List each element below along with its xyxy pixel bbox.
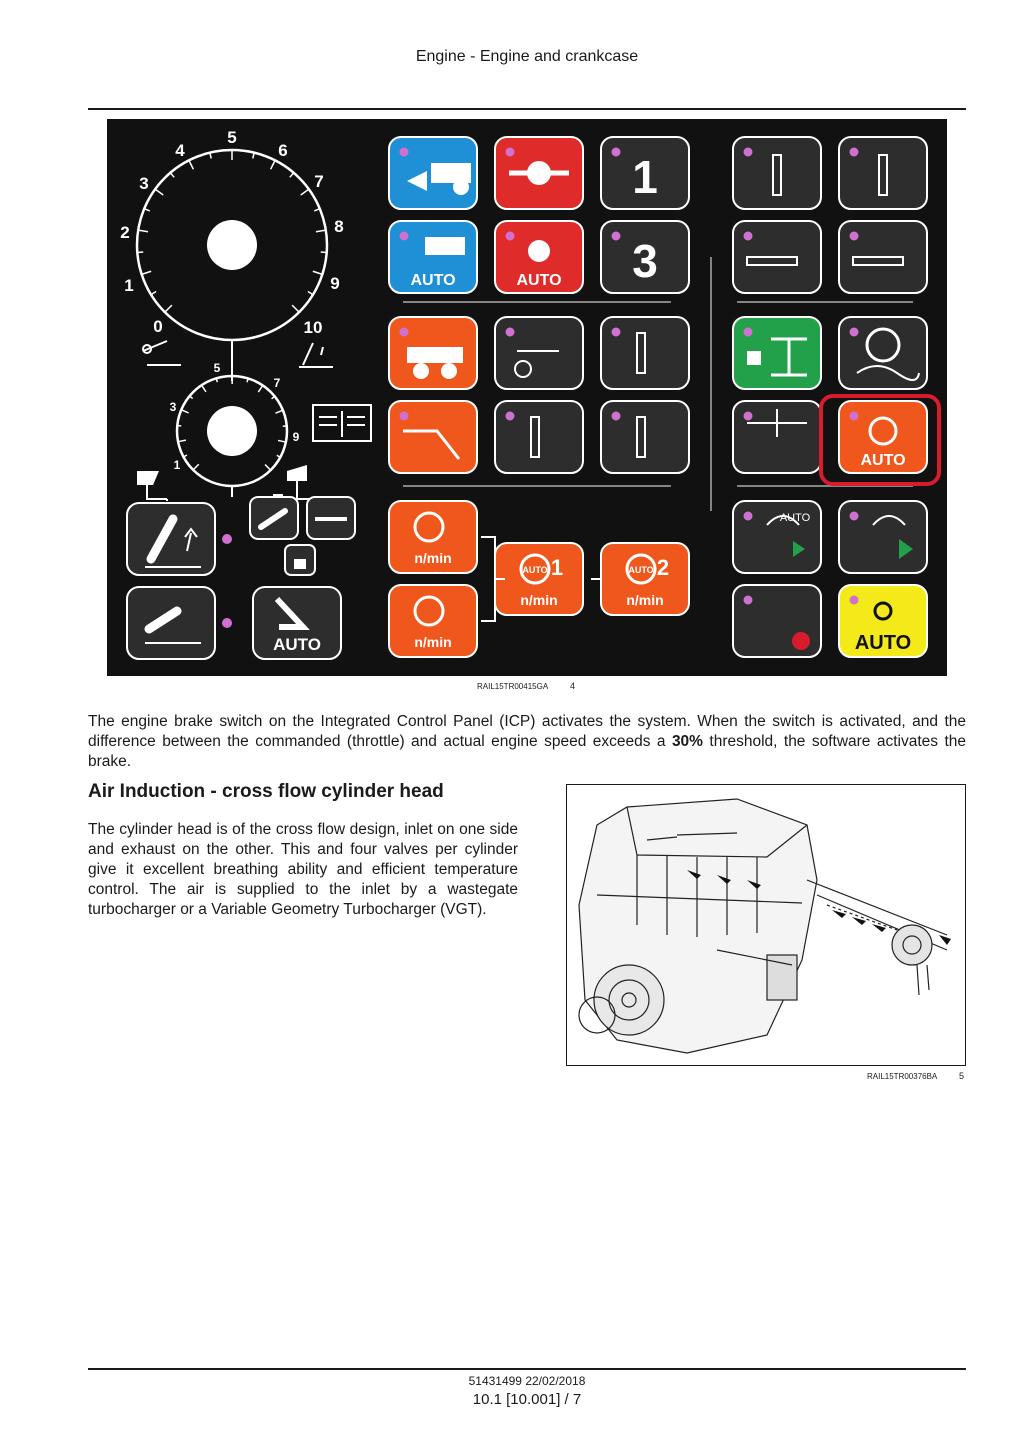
led-indicator	[400, 412, 409, 421]
small-dial-tick	[178, 440, 186, 442]
dial-tick	[308, 292, 313, 295]
button-label: AUTO	[628, 565, 654, 575]
led-indicator	[744, 596, 753, 605]
led-indicator	[612, 412, 621, 421]
led-indicator	[850, 596, 859, 605]
auto-settings-button[interactable]	[839, 585, 927, 657]
button-label: AUTO	[410, 272, 456, 289]
paragraph-text: threshold, the software activates the brake.	[88, 733, 966, 770]
cylinder-up-button[interactable]	[601, 317, 689, 389]
dial-label-5: 5	[227, 128, 237, 147]
button-label: 2	[656, 555, 670, 580]
button-label: 1	[632, 151, 658, 203]
cylinder-down-button[interactable]	[601, 401, 689, 473]
tractor-mode-button[interactable]	[389, 137, 477, 209]
page-header-title: Engine - Engine and crankcase	[415, 48, 639, 65]
dial-tick	[314, 209, 320, 211]
small-dial-tick	[190, 396, 193, 399]
small-dial-tick	[278, 440, 286, 442]
engine-speed-up-button[interactable]	[389, 501, 477, 573]
footer-rule	[88, 1368, 966, 1370]
led-indicator	[222, 618, 232, 628]
led-indicator	[744, 148, 753, 157]
memory-1-button[interactable]	[601, 137, 689, 209]
button-label: 3	[632, 235, 658, 287]
steering-mode-button[interactable]	[733, 401, 821, 473]
dial-label-3: 3	[139, 174, 149, 193]
button-label: n/min	[520, 592, 558, 608]
small-dial-tick	[193, 464, 199, 470]
button-label: n/min	[626, 592, 664, 608]
paragraph-text: The engine brake switch on the Integrated Control Panel (ICP) activates the system. When the switch is activated, and the difference between the commanded (throttle) and actual engine speed exceeds a	[88, 713, 966, 750]
engine-speed-down-button[interactable]	[389, 585, 477, 657]
memory-3-button[interactable]	[601, 221, 689, 293]
plough-button[interactable]	[389, 401, 477, 473]
button-label: AUTO	[854, 632, 912, 654]
led-indicator	[850, 232, 859, 241]
headland-record-button[interactable]	[733, 585, 821, 657]
dial-label-2: 2	[120, 223, 130, 242]
dial-tick	[165, 305, 172, 312]
tractor-auto-button[interactable]	[389, 221, 477, 293]
dial-tick	[142, 271, 152, 274]
remote-cylinder-up-button[interactable]	[839, 137, 927, 209]
cylinder-float-button[interactable]	[495, 401, 583, 473]
remote-cylinder-down-button[interactable]	[733, 137, 821, 209]
led-indicator	[850, 412, 859, 421]
cylinder-head-paragraph: The cylinder head is of the cross flow design, inlet on one side and exhaust on the other. This and four valves per cylinder give it excellent breathing ability and efficient temperature control. The air is supplied to the inlet by a wastegate turbocharger or a Variable Geometry Turbocharger (VGT).	[88, 821, 518, 918]
figure1-caption-code: RAIL15TR00415GA	[477, 682, 549, 691]
manual-book-icon	[313, 405, 371, 441]
dial-label-8: 8	[334, 217, 344, 236]
dial-label-10: 10	[303, 318, 323, 337]
engine-line-drawing	[579, 799, 947, 1053]
figure2-caption-number: 5	[959, 1071, 965, 1081]
dial-tick	[271, 160, 276, 169]
hitch-raise-button[interactable]	[127, 503, 215, 575]
dial-label-7: 7	[314, 172, 324, 191]
button-label: AUTO	[522, 565, 548, 575]
engine-speed-memory-2-button[interactable]	[601, 543, 689, 615]
button-label: n/min	[414, 634, 452, 650]
dial-label-9: 9	[330, 274, 340, 293]
led-indicator	[612, 148, 621, 157]
dial-tick	[151, 292, 156, 295]
dial-tick	[155, 189, 163, 195]
led-indicator	[744, 328, 753, 337]
engine-speed-memory-1-button[interactable]	[495, 543, 583, 615]
dial-tick	[138, 230, 148, 232]
lock-link-button[interactable]	[250, 497, 355, 575]
led-indicator	[506, 412, 515, 421]
control-panel-figure	[107, 119, 947, 676]
dial-label-1: 1	[124, 276, 134, 295]
button-label: n/min	[414, 550, 452, 566]
small-dial-tick	[258, 385, 262, 392]
header-rule	[88, 108, 966, 110]
small-dial-tick	[265, 464, 271, 470]
dial-tick	[144, 209, 150, 211]
led-indicator	[506, 148, 515, 157]
engine-brake-auto-button[interactable]	[839, 401, 927, 473]
small-dial-label-9: 9	[292, 430, 300, 444]
small-dial-tick	[202, 385, 206, 392]
auto-hitch-button[interactable]	[253, 587, 341, 659]
remote-cylinder-retract-button[interactable]	[733, 221, 821, 293]
footer-page-ref: 10.1 [10.001] / 7	[472, 1391, 582, 1408]
headland-play-button[interactable]	[839, 501, 927, 573]
auto-label: AUTO	[273, 635, 321, 654]
led-indicator	[744, 232, 753, 241]
led-indicator	[506, 232, 515, 241]
button-label: AUTO	[779, 512, 811, 524]
footer-document-ref: 51431499 22/02/2018	[468, 1374, 586, 1388]
led-indicator	[850, 148, 859, 157]
dial-tick	[313, 271, 323, 274]
tractor-reverse-button[interactable]	[495, 317, 583, 389]
figure1-caption-number: 4	[570, 681, 576, 691]
dial-label-0: 0	[153, 317, 163, 336]
dial-tick	[292, 305, 299, 312]
led-indicator	[612, 328, 621, 337]
small-dial-label-5: 5	[213, 361, 221, 375]
led-indicator	[850, 512, 859, 521]
small-dial-tick	[181, 410, 188, 413]
led-indicator	[744, 412, 753, 421]
section-heading: Air Induction - cross flow cylinder head	[88, 781, 444, 802]
engine-brake-paragraph	[88, 712, 966, 772]
dial-tick	[290, 173, 294, 178]
led-indicator	[222, 534, 232, 544]
led-indicator	[850, 328, 859, 337]
small-dial-tick	[276, 410, 283, 413]
engine-drawing-figure	[566, 784, 966, 1066]
dial-tick	[170, 173, 174, 178]
headland-auto-button[interactable]	[733, 501, 821, 573]
hitch-up-icon	[299, 343, 333, 367]
small-dial-tick	[272, 396, 275, 399]
draft-icon-right	[287, 465, 307, 481]
button-label: AUTO	[516, 272, 562, 289]
suspension-lock-button[interactable]	[733, 317, 821, 389]
diff-lock-auto-button[interactable]	[495, 221, 583, 293]
dial-label-6: 6	[278, 141, 288, 160]
dial-tick	[301, 189, 309, 195]
led-indicator	[400, 148, 409, 157]
draft-icon-left	[137, 471, 159, 485]
implement-button[interactable]	[389, 317, 477, 389]
led-indicator	[744, 512, 753, 521]
hitch-lower-button[interactable]	[127, 587, 215, 659]
small-dial-label-7: 7	[273, 376, 281, 390]
led-indicator	[506, 328, 515, 337]
dial-tick	[316, 230, 326, 232]
threshold-value: 30%	[671, 733, 703, 750]
small-dial-label-3: 3	[169, 400, 177, 414]
tyre-pressure-button[interactable]	[839, 317, 927, 389]
small-dial-label-1: 1	[173, 458, 181, 472]
diff-lock-button[interactable]	[495, 137, 583, 209]
hitch-down-icon	[143, 341, 181, 365]
button-label: AUTO	[860, 452, 906, 469]
led-indicator	[612, 232, 621, 241]
button-label: 1	[550, 555, 564, 580]
remote-cylinder-extend-button[interactable]	[839, 221, 927, 293]
dial-label-4: 4	[175, 141, 185, 160]
figure2-caption-code: RAIL15TR00376BA	[867, 1072, 938, 1081]
led-indicator	[400, 328, 409, 337]
led-indicator	[400, 232, 409, 241]
dial-tick	[189, 160, 194, 169]
